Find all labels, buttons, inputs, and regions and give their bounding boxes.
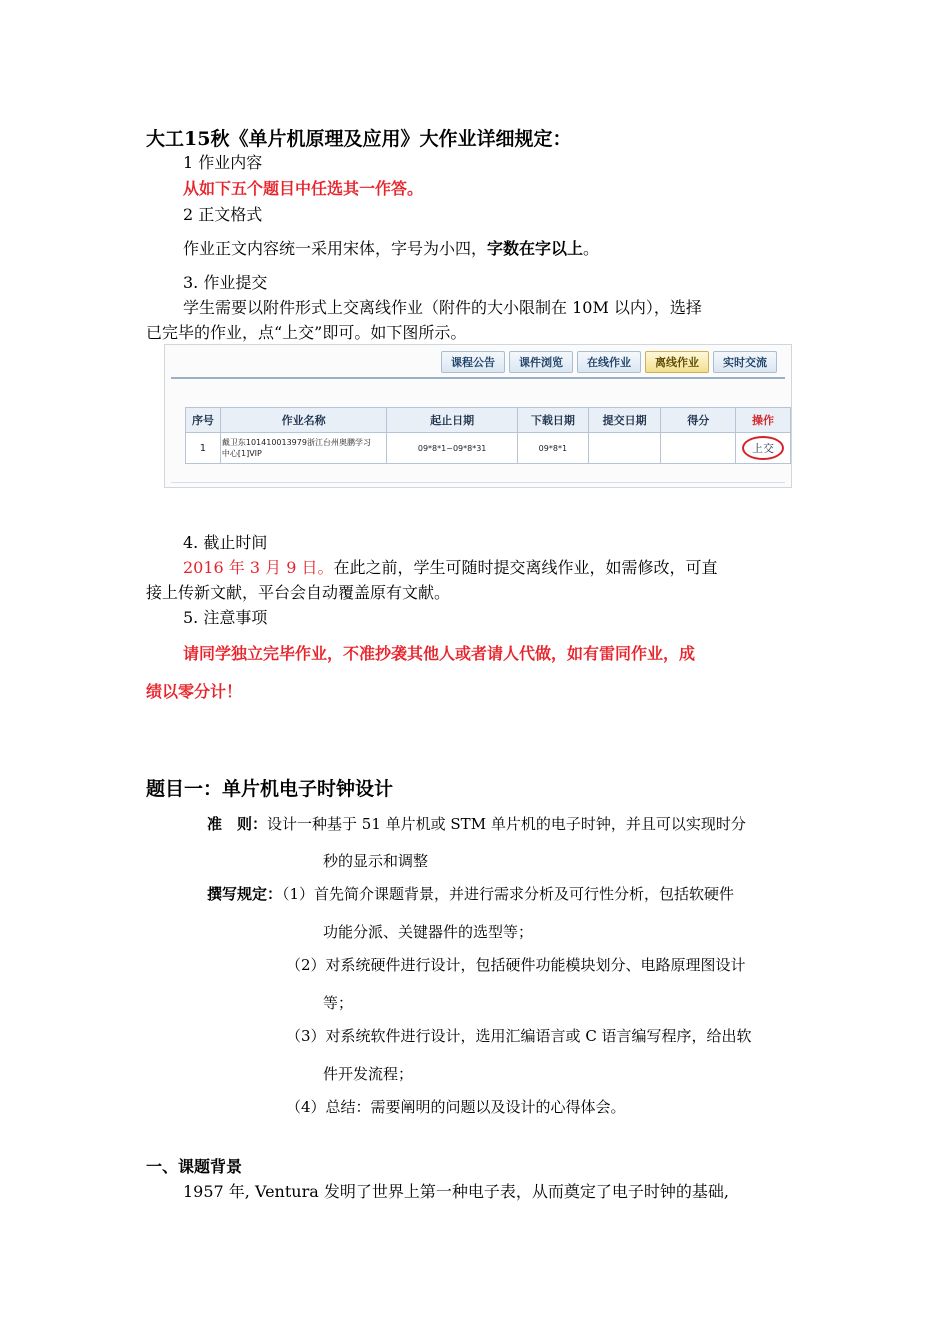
tab-course-announcements[interactable]: 课程公告 xyxy=(441,351,505,373)
deadline-date: 2016 年 3 月 9 日。 xyxy=(183,558,334,577)
requirement-1-line1: （1）首先简介课题背景，并进行需求分析及可行性分析，包括软硬件 xyxy=(282,885,735,903)
section3-line1: 学生需要以附件形式上交离线作业（附件的大小限制在 10M 以内），选择 xyxy=(183,298,702,317)
section2-heading: 2 正文格式 xyxy=(183,205,263,224)
col-header-action: 操作 xyxy=(736,408,791,433)
criteria-row xyxy=(207,813,746,834)
figure-bottom-rule xyxy=(171,482,785,483)
row-score xyxy=(661,433,736,464)
requirements-row xyxy=(207,883,734,904)
row-download-date: 09*8*1 xyxy=(517,433,588,464)
col-header-score: 得分 xyxy=(661,408,736,433)
tab-courseware-browse[interactable]: 课件浏览 xyxy=(509,351,573,373)
requirement-4: （4）总结：需要阐明的问题以及设计的心得体会。 xyxy=(286,1098,626,1116)
table-row xyxy=(186,433,791,464)
row-homework-name-line2: 中心[1]VIP xyxy=(221,449,262,458)
row-action-cell xyxy=(736,433,791,464)
warning-line2: 绩以零分计！ xyxy=(146,682,243,701)
background-heading: 一、课题背景 xyxy=(146,1157,243,1176)
course-tab-bar xyxy=(441,351,777,373)
document-title: 大工15秋《单片机原理及应用》大作业详细规定： xyxy=(146,128,572,150)
submit-button[interactable]: 上交 xyxy=(742,436,784,460)
section2-text-b: 字数在字以上 xyxy=(487,239,584,258)
requirement-2-line2: 等； xyxy=(323,994,354,1012)
row-date-range: 09*8*1~09*8*31 xyxy=(387,433,518,464)
homework-table xyxy=(185,407,791,464)
warning-line1: 请同学独立完毕作业，不准抄袭其他人或者请人代做，如有雷同作业，成 xyxy=(183,644,696,663)
tab-divider xyxy=(171,377,785,379)
tab-online-homework[interactable]: 在线作业 xyxy=(577,351,641,373)
background-text: 1957 年, Ventura 发明了世界上第一种电子表，从而奠定了电子时钟的基础, xyxy=(183,1182,729,1201)
row-submit-date xyxy=(588,433,661,464)
row-homework-name xyxy=(220,433,386,464)
section3-heading: 3. 作业提交 xyxy=(183,273,268,292)
requirement-3-line2: 件开发流程； xyxy=(323,1065,414,1083)
section4-line2: 接上传新文献，平台会自动覆盖原有文献。 xyxy=(146,583,451,602)
section4-heading: 4. 截止时间 xyxy=(183,533,268,552)
section1-text: 从如下五个题目中任选其一作答。 xyxy=(183,179,424,198)
col-header-name: 作业名称 xyxy=(220,408,386,433)
requirement-3-line1: （3）对系统软件进行设计，选用汇编语言或 C 语言编写程序，给出软 xyxy=(286,1027,752,1045)
col-header-submit-date: 提交日期 xyxy=(588,408,661,433)
requirement-1-line2: 功能分派、关键器件的选型等； xyxy=(323,923,534,941)
row-number: 1 xyxy=(186,433,221,464)
section2-text-a: 作业正文内容统一采用宋体，字号为小四， xyxy=(183,239,488,258)
criteria-line1: 设计一种基于 51 单片机或 STM 单片机的电子时钟，并且可以实现时分 xyxy=(267,815,746,833)
section2-text xyxy=(183,236,599,259)
criteria-label: 准 则： xyxy=(207,815,268,833)
section1-heading: 1 作业内容 xyxy=(183,153,263,172)
topic-title: 题目一：单片机电子时钟设计 xyxy=(146,778,394,800)
table-header-row xyxy=(186,408,791,433)
section4-line1 xyxy=(183,555,718,578)
section5-heading: 5. 注意事项 xyxy=(183,608,268,627)
section2-text-c: 。 xyxy=(583,239,600,258)
requirements-label: 撰写规定： xyxy=(207,885,283,903)
tab-live-chat[interactable]: 实时交流 xyxy=(713,351,777,373)
section4-line1-rest: 在此之前，学生可随时提交离线作业，如需修改，可直 xyxy=(333,558,718,577)
submission-screenshot-figure xyxy=(164,344,792,488)
row-homework-name-line1: 戴卫东101410013979浙江台州奥鹏学习 xyxy=(221,438,371,447)
col-header-download-date: 下载日期 xyxy=(517,408,588,433)
requirement-2-line1: （2）对系统硬件进行设计，包括硬件功能模块划分、电路原理图设计 xyxy=(286,956,746,974)
tab-offline-homework[interactable]: 离线作业 xyxy=(645,351,709,373)
criteria-line2: 秒的显示和调整 xyxy=(323,852,429,870)
col-header-date-range: 起止日期 xyxy=(387,408,518,433)
section3-line2: 已完毕的作业，点“上交”即可。如下图所示。 xyxy=(146,323,467,342)
col-header-number: 序号 xyxy=(186,408,221,433)
